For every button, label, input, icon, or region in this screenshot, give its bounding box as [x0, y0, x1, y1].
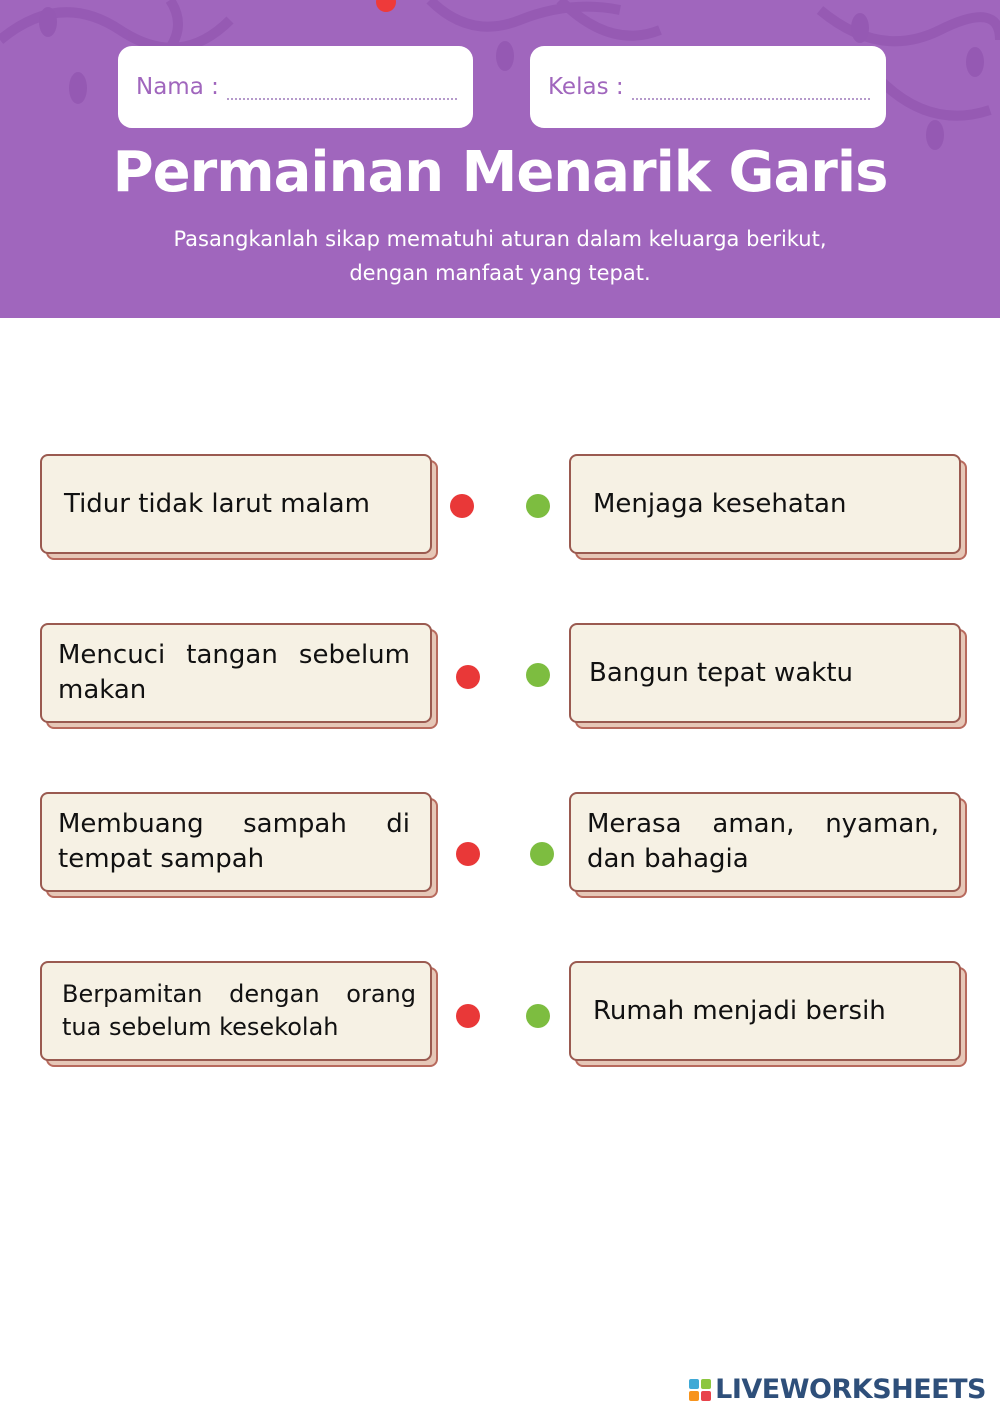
brand-name: LIVEWORKSHEETS — [715, 1374, 986, 1405]
header-banner — [0, 0, 1000, 318]
right-item-4: Rumah menjadi bersih — [593, 995, 886, 1026]
right-card-1 — [569, 454, 961, 554]
right-card-2 — [569, 623, 961, 723]
right-card-4 — [569, 961, 961, 1061]
name-label: Nama : — [136, 74, 219, 100]
left-match-dot-4[interactable] — [456, 1004, 480, 1028]
left-card-3 — [40, 792, 432, 892]
name-blank-line[interactable] — [227, 84, 457, 100]
right-match-dot-1[interactable] — [526, 494, 550, 518]
instructions-line-2: dengan manfaat yang tepat. — [349, 261, 651, 285]
right-match-dot-4[interactable] — [526, 1004, 550, 1028]
footer-brand — [689, 1374, 986, 1405]
liveworksheets-logo-icon — [689, 1379, 711, 1401]
left-card-4 — [40, 961, 432, 1061]
left-item-2: Mencuci tangan sebelum makan — [58, 640, 410, 705]
right-match-dot-2[interactable] — [526, 663, 550, 687]
left-match-dot-3[interactable] — [456, 842, 480, 866]
left-item-1: Tidur tidak larut malam — [64, 488, 370, 519]
right-item-2: Bangun tepat waktu — [589, 657, 853, 688]
left-item-3: Membuang sampah di tempat sampah — [58, 809, 410, 874]
class-field[interactable] — [530, 46, 886, 128]
left-match-dot-2[interactable] — [456, 665, 480, 689]
left-match-dot-1[interactable] — [450, 494, 474, 518]
right-match-dot-3[interactable] — [530, 842, 554, 866]
page-title: Permainan Menarik Garis — [112, 140, 888, 205]
class-blank-line[interactable] — [632, 84, 870, 100]
left-card-2 — [40, 623, 432, 723]
name-field[interactable] — [118, 46, 473, 128]
left-card-1 — [40, 454, 432, 554]
instructions-line-1: Pasangkanlah sikap mematuhi aturan dalam keluarga berikut, — [173, 227, 827, 251]
left-item-4: Berpamitan dengan orang tua sebelum kesekolah — [62, 980, 416, 1041]
class-label: Kelas : — [548, 74, 624, 100]
right-card-3 — [569, 792, 961, 892]
right-item-3: Merasa aman, nyaman, dan bahagia — [587, 809, 939, 874]
instructions — [100, 222, 900, 290]
right-item-1: Menjaga kesehatan — [593, 488, 847, 519]
